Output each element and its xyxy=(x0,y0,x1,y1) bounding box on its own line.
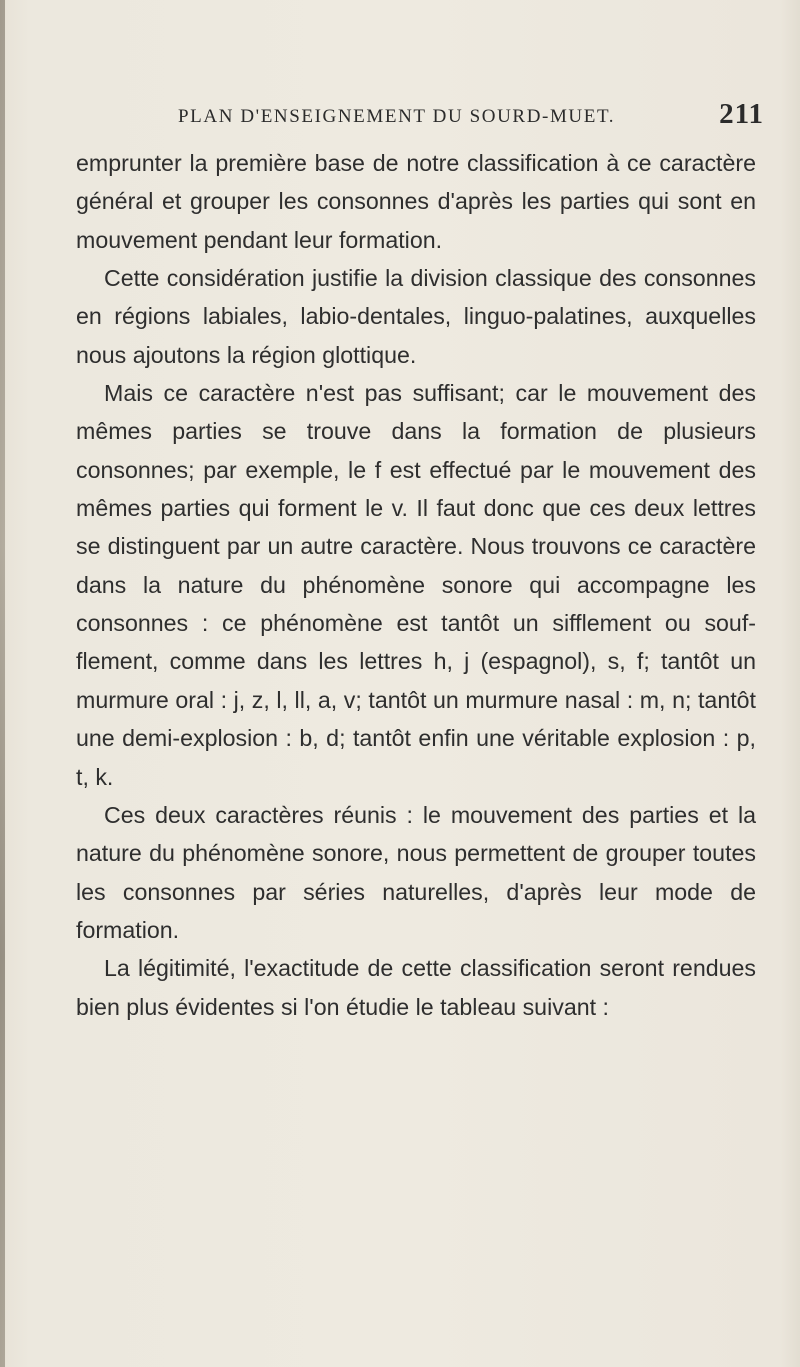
page-number: 211 xyxy=(719,98,764,130)
running-head: PLAN D'ENSEIGNEMENT DU SOURD-MUET. xyxy=(178,106,616,127)
page-spine-shadow xyxy=(0,0,5,1367)
paragraph-4: Ces deux caractères réunis : le mouvement des parties et la nature du phénomène sonore, nous permettent de grouper toutes les consonnes par séries naturelles, d'après leur mode de formation. xyxy=(76,801,756,943)
paragraph-1: emprunter la première base de notre classification à ce caractère général et grouper les consonnes d'après les parties qui sont en mouvement pendant leur formation. xyxy=(76,150,756,253)
paragraph-2: Cette considération justifie la division classique des consonnes en régions labiales, labio-dentales, linguo-palatines, auxquelles nous ajoutons la région glottique. xyxy=(76,265,756,368)
paragraph-3: Mais ce caractère n'est pas suffisant; car le mouvement des mêmes parties se trouve dans la formation de plusieurs consonnes; par exemple, le f est effectué par le mouvement des mêmes parties qui forment le v. Il faut donc que ces deux lettres se distinguent par un autre caractère. Nous trouvons ce caractère dans la nature du phénomène sonore qui accompagne les consonnes : ce phénomène est tantôt un sifflement ou souf-flement, comme dans les lettres h, j (espagnol), s, f; tantôt un murmure oral : j, z, l, ll, a, v; tantôt un murmure nasal : m, n; tantôt une demi-explosion : b, d; tantôt enfin une véritable explosion : p, t, k. xyxy=(76,380,756,790)
page-header xyxy=(150,98,770,138)
paragraph-5: La légitimité, l'exactitude de cette classification seront rendues bien plus évidentes si l'on étudie le tableau suivant : xyxy=(76,955,756,1020)
page-body xyxy=(76,144,756,1026)
